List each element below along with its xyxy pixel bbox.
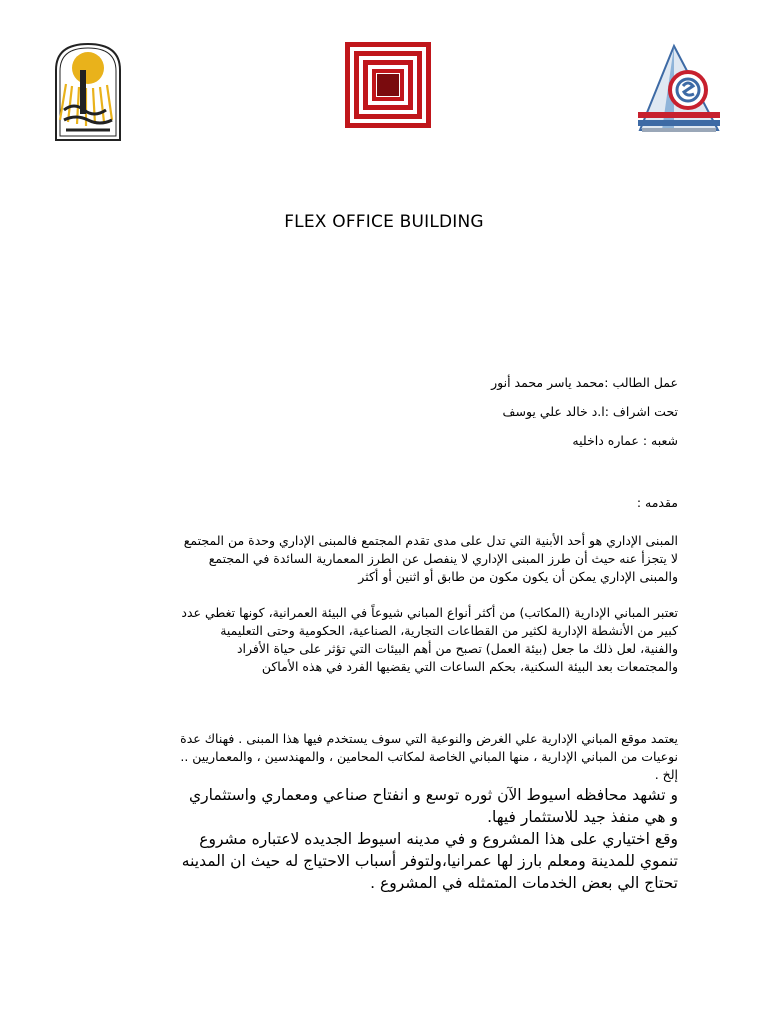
paragraph-line: إلخ . — [654, 767, 678, 782]
department-line: شعبه : عماره داخليه — [572, 433, 678, 448]
university-logo-text: جامعة أسيوط — [85, 116, 91, 117]
concentric-squares-logo — [345, 42, 431, 128]
intro-paragraph-1 — [88, 532, 678, 586]
supervisor-line: تحت اشراف :ا.د خالد علي يوسف — [502, 404, 678, 419]
paragraph-line: تنموي للمدينة ومعلم بارز لها عمرانيا،ولتوفر أسباب الاحتياج له حيث ان المدينه — [181, 852, 678, 870]
paragraph-line: والمبنى الإداري يمكن أن يكون مكون من طابق أو اثنين أو أكثر — [358, 569, 678, 584]
paragraph-line: والمجتمعات بعد البيئة السكنية، بحكم الساعات التي يقضيها الفرد في هذه الأماكن — [261, 659, 678, 674]
intro-paragraph-3 — [88, 730, 678, 784]
document-title: FLEX OFFICE BUILDING — [284, 212, 484, 232]
intro-paragraph-2 — [88, 604, 678, 676]
intro-heading: مقدمه : — [636, 495, 678, 510]
paragraph-line: تعتبر المباني الإدارية (المكاتب) من أكثر أنواع المباني شيوعاً في البيئة العمرانية، كونها تغطي عدد — [181, 605, 678, 620]
paragraph-line: و تشهد محافظه اسيوط الآن ثوره توسع و انفتاح صناعي ومعماري واستثماري — [189, 786, 678, 804]
intro-paragraph-4 — [88, 784, 678, 894]
paragraph-line: والفنية، لعل ذلك ما جعل (بيئة العمل) تصبح من أهم البيئات التي تؤثر على حياة الأفراد — [236, 641, 678, 656]
paragraph-line: وقع اختياري على هذا المشروع و في مدينه اسيوط الجديده لاعتباره مشروع — [199, 830, 678, 848]
paragraph-line: لا يتجزأ عنه حيث أن طرز المبنى الإداري لا ينفصل عن الطرز المعمارية السائدة في المجتمع — [208, 551, 678, 566]
assiut-university-logo — [50, 40, 126, 144]
engineering-faculty-logo — [632, 42, 724, 138]
student-line: عمل الطالب :محمد ياسر محمد أنور — [491, 375, 678, 390]
paragraph-line: يعتمد موقع المباني الإدارية علي الغرض والنوعية التي سوف يستخدم فيها هذا المبنى . فهناك عدة — [180, 731, 678, 746]
paragraph-line: و هي منفذ جيد للاستثمار فيها. — [487, 808, 678, 826]
paragraph-line: تحتاج الي بعض الخدمات المتمثله في المشروع . — [370, 874, 678, 892]
paragraph-line: نوعيات من المباني الإدارية ، منها المباني الخاصة لمكاتب المحامين ، والمهندسين ، والمعماريين .. — [180, 749, 678, 764]
paragraph-line: المبنى الإداري هو أحد الأبنية التي تدل على مدى تقدم المجتمع فالمبنى الإداري وحدة من المجتمع — [183, 533, 678, 548]
paragraph-line: كبير من الأنشطة الإدارية لكثير من القطاعات التجارية، الصناعية، الحكومية وحتى التعليمية — [220, 623, 678, 638]
